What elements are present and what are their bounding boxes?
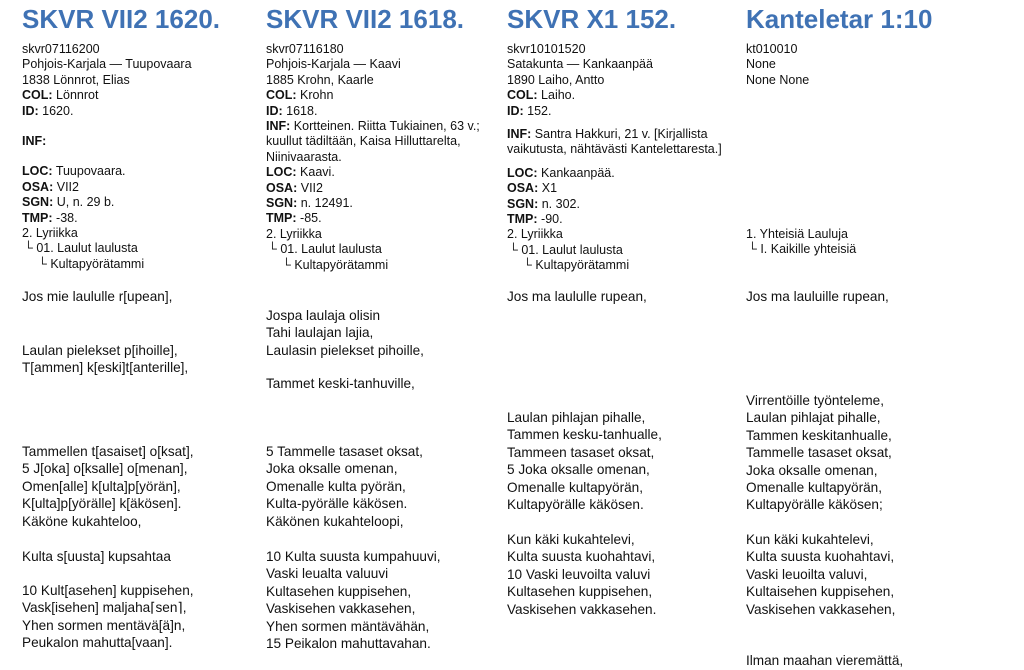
verse-line: Jospa laulaja olisin — [266, 308, 381, 323]
tree-level-0: 2. Lyriikka — [507, 227, 563, 242]
col-field: COL: Krohn — [266, 88, 334, 103]
verse-line: 5 Joka oksalle omenan, — [507, 462, 650, 478]
verse-line: 10 Kult[asehen] kuppisehen, — [22, 583, 194, 598]
year-collector: 1885 Krohn, Kaarle — [266, 72, 374, 87]
verse-line: Laulasin pielekset pihoille, — [266, 342, 424, 358]
verse-line: Tammen kesku-tanhualle, — [507, 427, 662, 443]
osa-field: OSA: VII2 — [22, 179, 79, 194]
region: None — [746, 57, 776, 72]
record-code: skvr07116200 — [22, 42, 100, 56]
inf-field: INF: — [22, 134, 47, 149]
verse-line: Tammet keski-tanhuville, — [266, 376, 415, 391]
verse-line: Omen[alle] k[ulta]p[yörän], — [22, 478, 181, 494]
inf-field: INF: Kortteinen. Riitta Tukiainen, 63 v.; kuullut tädiltään, Kaisa Hilluttarelta, Niinivaarasta. — [266, 119, 480, 164]
verse-line: Kultapyörälle käkösen. — [507, 497, 644, 513]
metadata-block — [266, 42, 498, 273]
verse-line: Jos mie laululle r[upean], — [22, 289, 173, 304]
stanza — [266, 307, 424, 359]
stanza — [746, 392, 892, 514]
verse-line: Tammen keskitanhualle, — [746, 427, 892, 443]
tree-level-1: └ 01. Laulut laulusta — [509, 242, 623, 257]
category-tree — [266, 227, 498, 273]
loc-field: LOC: Tuupovaara. — [22, 164, 126, 179]
stanza — [507, 531, 656, 618]
verse-line: Laulan pihlajan pihalle, — [507, 410, 646, 425]
verse-line: 5 Tammelle tasaset oksat, — [266, 444, 423, 459]
verse-line: Tammellen t[asaiset] o[ksat], — [22, 444, 194, 459]
osa-field: OSA: VII2 — [266, 180, 323, 195]
verse-line: 15 Peikalon mahuttavahan. — [266, 636, 431, 652]
verse-line: Virrentöille työnteleme, — [746, 393, 885, 408]
sgn-field: SGN: n. 12491. — [266, 196, 353, 211]
region: Pohjois-Karjala — Kaavi — [266, 57, 401, 72]
column-kanteletar-1-10 — [746, 0, 978, 670]
tree-level-1: └ 01. Laulut laulusta — [24, 241, 138, 256]
stanza — [22, 443, 194, 530]
verse-line: Vask[isehen] maljaha⌈sen⌉, — [22, 600, 187, 616]
verse-line: Kultaisehen kuppisehen, — [746, 584, 895, 600]
verse-line: Käkönen kukahteloopi, — [266, 513, 404, 529]
column-skvr-vii2-1620 — [22, 0, 254, 670]
stanza — [266, 375, 415, 392]
column-title: Kanteletar 1:10 — [746, 4, 933, 34]
verse-line: Omenalle kultapyörän, — [746, 480, 883, 496]
region: Pohjois-Karjala — Tuupovaara — [22, 57, 192, 72]
tree-level-2: └ Kultapyörätammi — [38, 256, 145, 271]
stanza — [22, 582, 194, 652]
region: Satakunta — Kankaanpää — [507, 57, 653, 72]
verse-line: Kulta suusta kuohahtavi, — [507, 549, 656, 565]
tree-level-0: 2. Lyriikka — [266, 226, 322, 241]
year-collector: None None — [746, 72, 810, 87]
verse-line: Laulan pielekset p[ihoille], — [22, 343, 178, 358]
verse-line: Peukalon mahutta[vaan]. — [22, 635, 173, 651]
stanza — [507, 288, 647, 305]
verse-line: Tammeen tasaset oksat, — [507, 444, 655, 460]
sgn-field: SGN: U, n. 29 b. — [22, 195, 115, 210]
stanza — [266, 443, 423, 530]
verse-line: 5 J[oka] o[ksalle] o[menan], — [22, 461, 188, 477]
column-title: SKVR VII2 1620. — [22, 4, 220, 34]
verse-line: Kulta suusta kuohahtavi, — [746, 549, 895, 565]
verse-line: T[ammen] k[eski]t[anterille], — [22, 360, 189, 376]
stanza — [507, 409, 662, 513]
id-field: ID: 1618. — [266, 103, 318, 118]
verse-line: Omenalle kultapyörän, — [507, 479, 644, 495]
verse-line: Kulta s[uusta] kupsahtaa — [22, 549, 171, 564]
stanza — [746, 288, 889, 305]
tmp-field: TMP: -85. — [266, 211, 322, 226]
verse-line: Käköne kukahteloo, — [22, 513, 142, 529]
category-tree — [746, 227, 978, 258]
year-collector: 1838 Lönnrot, Elias — [22, 72, 130, 87]
column-title: SKVR X1 152. — [507, 4, 677, 34]
verse-line: Vaskisehen vakkasehen, — [746, 601, 896, 617]
tree-level-2: └ Kultapyörätammi — [282, 257, 389, 272]
tree-level-0: 1. Yhteisiä Lauluja — [746, 227, 848, 241]
tree-level-1: └ I. Kaikille yhteisiä — [748, 242, 857, 257]
inf-field: INF: Santra Hakkuri, 21 v. [Kirjallista vaikutusta, nähtävästi Kantelettaresta.] — [507, 127, 722, 157]
verse-line: Jos ma lauluille rupean, — [746, 289, 889, 304]
verse-line: Vaskisehen vakkasehen, — [266, 601, 416, 617]
id-field: ID: 152. — [507, 103, 552, 118]
stanza — [746, 652, 903, 669]
tree-level-1: └ 01. Laulut laulusta — [268, 242, 382, 257]
verse-line: Kun käki kukahtelevi, — [746, 532, 874, 547]
verse-line: Jos ma laululle rupean, — [507, 289, 647, 304]
verse-line: Kultasehen kuppisehen, — [507, 584, 653, 600]
tmp-field: TMP: -38. — [22, 210, 78, 225]
verse-line: K[ulta]p[yörälle] k[äkösen]. — [22, 496, 182, 512]
stanza — [22, 548, 171, 565]
tmp-field: TMP: -90. — [507, 212, 563, 227]
category-tree — [22, 226, 254, 272]
stanza — [266, 548, 441, 652]
loc-field: LOC: Kaavi. — [266, 165, 335, 180]
verse-line: Kultapyörälle käkösen; — [746, 497, 883, 513]
verse-line: Omenalle kulta pyörän, — [266, 478, 406, 494]
metadata-block — [22, 42, 254, 272]
loc-field: LOC: Kankaanpää. — [507, 165, 615, 180]
stanza — [746, 531, 895, 618]
tree-level-2: └ Kultapyörätammi — [523, 258, 630, 273]
stanza — [22, 288, 172, 305]
verse-line: Laulan pihlajat pihalle, — [746, 410, 881, 426]
column-title: SKVR VII2 1618. — [266, 4, 464, 34]
verse-line: 10 Kulta suusta kumpahuuvi, — [266, 549, 441, 564]
year-collector: 1890 Laiho, Antto — [507, 72, 605, 87]
metadata-block — [507, 42, 739, 274]
column-skvr-x1-152 — [507, 0, 739, 670]
tree-level-0: 2. Lyriikka — [22, 226, 78, 241]
col-field: COL: Laiho. — [507, 88, 576, 103]
verse-line: Joka oksalle omenan, — [746, 462, 878, 478]
osa-field: OSA: X1 — [507, 181, 558, 196]
column-skvr-vii2-1618 — [266, 0, 498, 670]
verse-line: Tammelle tasaset oksat, — [746, 445, 892, 461]
record-code: kt010010 — [746, 42, 798, 56]
verse-line: 10 Vaski leuvoilta valuvi — [507, 566, 651, 582]
verse-line: Yhen sormen mäntävähän, — [266, 618, 430, 634]
verse-line: Vaski leualta valuuvi — [266, 566, 389, 582]
verse-line: Kultasehen kuppisehen, — [266, 583, 412, 599]
verse-line: Vaskisehen vakkasehen. — [507, 601, 657, 617]
verse-line: Kun käki kukahtelevi, — [507, 532, 635, 547]
metadata-block — [746, 42, 978, 88]
verse-line: Yhen sormen mentävä[ä]n, — [22, 617, 186, 633]
col-field: COL: Lönnrot — [22, 88, 99, 103]
sgn-field: SGN: n. 302. — [507, 196, 580, 211]
record-code: skvr10101520 — [507, 42, 586, 56]
verse-line: Kulta-pyörälle käkösen. — [266, 496, 408, 512]
verse-line: Vaski leuoilta valuvi, — [746, 566, 868, 582]
stanza — [22, 342, 188, 377]
verse-line: Joka oksalle omenan, — [266, 461, 398, 477]
verse-line: Ilman maahan vieremättä, — [746, 653, 904, 668]
verse-line: Tahi laulajan lajia, — [266, 325, 374, 341]
id-field: ID: 1620. — [22, 103, 74, 118]
category-tree — [507, 227, 739, 273]
record-code: skvr07116180 — [266, 42, 344, 56]
